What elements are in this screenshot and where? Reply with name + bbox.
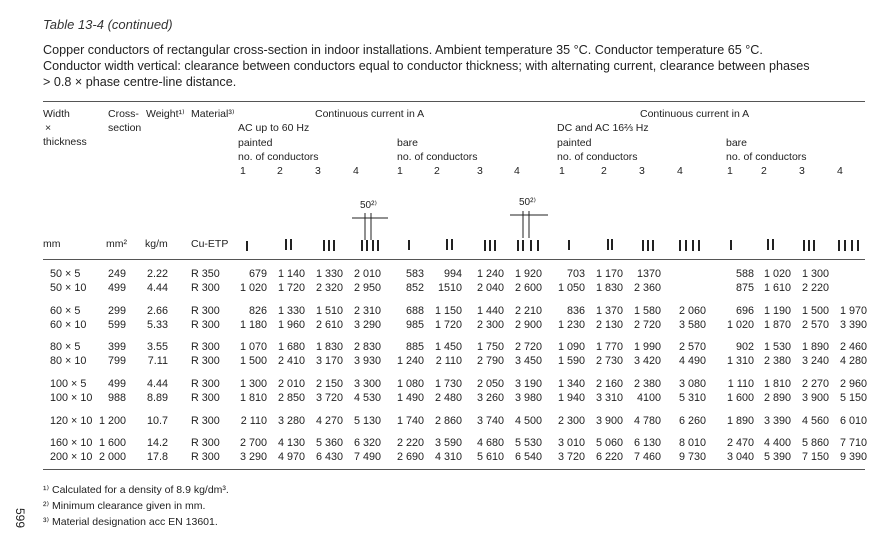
table-cell: 4 130 <box>277 437 305 449</box>
painted-dc-diagrams <box>568 239 700 251</box>
table-cell: 7 460 <box>633 451 661 463</box>
table-cell: 1 500 <box>801 305 829 317</box>
table-cell: 1 810 <box>239 392 267 404</box>
table-cell: 3 390 <box>763 415 791 427</box>
table-cell: 5 150 <box>839 392 867 404</box>
table-cell: R 300 <box>191 341 220 353</box>
table-cell: 988 <box>107 392 126 404</box>
table-cell: 3 720 <box>557 451 585 463</box>
table-cell: 2 010 <box>277 378 305 390</box>
table-cell: 1 190 <box>763 305 791 317</box>
table-cell: R 300 <box>191 392 220 404</box>
table-cell: 1 240 <box>476 268 504 280</box>
row-size-cell: 80 × 10 <box>50 355 87 367</box>
table-cell: 852 <box>405 282 424 294</box>
noc-4: 4 <box>837 165 843 177</box>
row-size-cell: 200 × 10 <box>50 451 93 463</box>
table-cell: 2 570 <box>801 319 829 331</box>
header-noc-2: no. of conductors <box>397 151 478 163</box>
table-cell: 2 110 <box>240 415 267 427</box>
table-cell: 1 770 <box>595 341 623 353</box>
table-cell: 5 390 <box>763 451 791 463</box>
table-cell: 1 960 <box>277 319 305 331</box>
table-cell: 299 <box>107 305 126 317</box>
header-bare-dc: bare <box>726 137 748 149</box>
table-cell: 3 900 <box>595 415 623 427</box>
table-cell: 3.55 <box>146 341 168 353</box>
table-cell: 14.2 <box>146 437 168 449</box>
table-cell: 1 340 <box>557 378 585 390</box>
table-cell: 2 790 <box>476 355 504 367</box>
row-size-cell: 80 × 5 <box>50 341 81 353</box>
table-caption: Table 13-4 (continued) <box>43 17 173 32</box>
header-cc-left: Continuous current in A <box>315 108 425 120</box>
table-cell: 1 080 <box>396 378 424 390</box>
table-cell: 2 900 <box>514 319 542 331</box>
table-cell: 1 150 <box>434 305 462 317</box>
table-cell: 5.33 <box>146 319 168 331</box>
table-cell: 588 <box>735 268 754 280</box>
table-cell: 3 080 <box>678 378 706 390</box>
table-cell: 4 270 <box>315 415 343 427</box>
footnote-2: ²⁾ Minimum clearance given in mm. <box>43 500 206 512</box>
table-cell: 2.22 <box>146 268 168 280</box>
table-cell: 1 230 <box>557 319 585 331</box>
table-cell: 2 160 <box>595 378 623 390</box>
table-cell: 1 300 <box>239 378 267 390</box>
row-size-cell: 100 × 5 <box>50 378 87 390</box>
table-cell: 3 300 <box>353 378 381 390</box>
table-cell: 499 <box>107 378 126 390</box>
table-cell: 1 050 <box>557 282 585 294</box>
row-size-cell: 60 × 5 <box>50 305 81 317</box>
table-cell: 679 <box>248 268 267 280</box>
header-cross: Cross- <box>108 108 139 120</box>
table-cell: R 300 <box>191 319 220 331</box>
table-cell: R 300 <box>191 451 220 463</box>
table-cell: 3 450 <box>514 355 542 367</box>
table-cell: 10.7 <box>146 415 168 427</box>
table-cell: 4 680 <box>476 437 504 449</box>
noc-3: 3 <box>477 165 483 177</box>
table-cell: 2 270 <box>801 378 829 390</box>
table-cell: 1510 <box>437 282 462 294</box>
table-cell: 2 010 <box>353 268 381 280</box>
table-cell: 1 920 <box>514 268 542 280</box>
table-cell: 3 740 <box>476 415 504 427</box>
table-cell: 1 440 <box>476 305 504 317</box>
table-cell: 499 <box>107 282 126 294</box>
table-cell: 2 470 <box>726 437 754 449</box>
table-cell: 9 390 <box>839 451 867 463</box>
table-cell: 1 020 <box>763 268 791 280</box>
table-cell: 6 260 <box>678 415 706 427</box>
table-cell: 2 310 <box>353 305 381 317</box>
table-cell: 2 460 <box>839 341 867 353</box>
table-cell: 2 600 <box>514 282 542 294</box>
header-cc-right: Continuous current in A <box>640 108 750 120</box>
table-cell: 5 610 <box>476 451 504 463</box>
table-cell: 1 180 <box>239 319 267 331</box>
header-noc-4: no. of conductors <box>726 151 807 163</box>
header-noc-1: no. of conductors <box>238 151 319 163</box>
intro-line-1: Copper conductors of rectangular cross-section in indoor installations. Ambient temperature 35 °C. Conductor temperature 65 °C. <box>43 43 763 57</box>
noc-4: 4 <box>677 165 683 177</box>
table-cell: 3 170 <box>315 355 343 367</box>
table-cell: 3 190 <box>514 378 542 390</box>
table-cell: 4100 <box>636 392 661 404</box>
table-cell: 1 170 <box>595 268 623 280</box>
table-cell: 3 980 <box>514 392 542 404</box>
table-cell: 1 110 <box>727 378 754 390</box>
table-cell: 5 130 <box>353 415 381 427</box>
table-cell: 2 040 <box>476 282 504 294</box>
table-cell: 1 940 <box>557 392 585 404</box>
table-cell: 2 000 <box>98 451 126 463</box>
table-cell: 3 010 <box>557 437 585 449</box>
table-cell: 1 530 <box>763 341 791 353</box>
noc-2: 2 <box>277 165 283 177</box>
table-cell: R 350 <box>191 268 220 280</box>
table-cell: 994 <box>443 268 462 280</box>
table-cell: 1 810 <box>763 378 791 390</box>
table-cell: 399 <box>107 341 126 353</box>
table-cell: 1 140 <box>277 268 305 280</box>
table-cell: 4 400 <box>763 437 791 449</box>
table-cell: 2 610 <box>315 319 343 331</box>
table-cell: R 300 <box>191 282 220 294</box>
clearance-label-ac: 50²⁾ <box>360 200 377 211</box>
table-cell: 1 310 <box>726 355 754 367</box>
table-cell: 1 020 <box>239 282 267 294</box>
table-cell: 2 300 <box>476 319 504 331</box>
table-cell: 2 220 <box>396 437 424 449</box>
table-cell: 1 680 <box>277 341 305 353</box>
table-cell: 5 360 <box>315 437 343 449</box>
unit-material: Cu-ETP <box>191 238 229 250</box>
table-cell: 4 490 <box>678 355 706 367</box>
table-cell: 1 890 <box>726 415 754 427</box>
table-cell: 1 730 <box>434 378 462 390</box>
table-cell: 2 860 <box>434 415 462 427</box>
table-cell: 6 010 <box>839 415 867 427</box>
table-cell: 2 130 <box>595 319 623 331</box>
table-cell: 249 <box>107 268 126 280</box>
table-cell: 7.11 <box>147 355 168 367</box>
row-size-cell: 100 × 10 <box>50 392 93 404</box>
table-cell: 2 730 <box>595 355 623 367</box>
table-cell: 5 530 <box>514 437 542 449</box>
table-cell: R 300 <box>191 415 220 427</box>
header-weight: Weight¹⁾ <box>146 108 185 120</box>
table-cell: 1 990 <box>633 341 661 353</box>
table-cell: 3 240 <box>801 355 829 367</box>
row-size-cell: 50 × 5 <box>50 268 81 280</box>
table-cell: 1 830 <box>595 282 623 294</box>
table-cell: 1 490 <box>396 392 424 404</box>
table-cell: 4 780 <box>633 415 661 427</box>
noc-4: 4 <box>353 165 359 177</box>
noc-4: 4 <box>514 165 520 177</box>
table-cell: 6 540 <box>514 451 542 463</box>
table-cell: 1 070 <box>239 341 267 353</box>
bare-dc-diagrams <box>730 239 859 251</box>
row-size-cell: 60 × 10 <box>50 319 87 331</box>
table-cell: 3 590 <box>434 437 462 449</box>
table-cell: 3 290 <box>239 451 267 463</box>
table-cell: 2 830 <box>353 341 381 353</box>
table-cell: 1 740 <box>396 415 424 427</box>
table-cell: 2 220 <box>801 282 829 294</box>
table-cell: 6 430 <box>315 451 343 463</box>
table-cell: 599 <box>107 319 126 331</box>
table-cell: 688 <box>405 305 424 317</box>
table-cell: 885 <box>405 341 424 353</box>
footnote-3: ³⁾ Material designation acc EN 13601. <box>43 516 218 528</box>
table-cell: 583 <box>405 268 424 280</box>
header-dc: DC and AC 16⅔ Hz <box>557 122 649 134</box>
table-cell: 1 450 <box>434 341 462 353</box>
table-header-rule <box>43 259 865 260</box>
table-cell: 1 500 <box>239 355 267 367</box>
table-cell: 6 320 <box>353 437 381 449</box>
table-cell: 1 370 <box>595 305 623 317</box>
noc-1: 1 <box>727 165 733 177</box>
table-cell: 1 600 <box>726 392 754 404</box>
row-size-cell: 50 × 10 <box>50 282 87 294</box>
table-cell: 4 560 <box>801 415 829 427</box>
noc-1: 1 <box>240 165 246 177</box>
table-cell: R 300 <box>191 378 220 390</box>
table-cell: 902 <box>735 341 754 353</box>
table-cell: 7 150 <box>801 451 829 463</box>
table-cell: 2 050 <box>476 378 504 390</box>
table-cell: 2 380 <box>763 355 791 367</box>
table-cell: 1 330 <box>277 305 305 317</box>
table-cell: 4 970 <box>277 451 305 463</box>
table-cell: 7 710 <box>839 437 867 449</box>
table-cell: 875 <box>735 282 754 294</box>
table-cell: 4 530 <box>353 392 381 404</box>
table-cell: 2 960 <box>839 378 867 390</box>
table-cell: 1 510 <box>315 305 343 317</box>
table-cell: 2 380 <box>633 378 661 390</box>
header-noc-3: no. of conductors <box>557 151 638 163</box>
table-cell: 1 330 <box>315 268 343 280</box>
table-cell: 3 420 <box>633 355 661 367</box>
table-cell: 2 110 <box>435 355 462 367</box>
table-cell: 826 <box>248 305 267 317</box>
table-cell: 1 580 <box>633 305 661 317</box>
table-cell: 1 970 <box>839 305 867 317</box>
table-cell: 8.89 <box>146 392 168 404</box>
header-bare-ac: bare <box>397 137 419 149</box>
table-cell: 2 720 <box>514 341 542 353</box>
table-cell: 1 890 <box>801 341 829 353</box>
table-cell: 1 720 <box>277 282 305 294</box>
table-cell: 2 150 <box>315 378 343 390</box>
header-thickness: thickness <box>43 136 87 148</box>
header-painted-ac: painted <box>238 137 273 149</box>
table-cell: 5 860 <box>801 437 829 449</box>
table-cell: 799 <box>107 355 126 367</box>
unit-mm2: mm² <box>106 238 127 250</box>
header-ac: AC up to 60 Hz <box>238 122 310 134</box>
table-cell: 3 290 <box>353 319 381 331</box>
table-cell: 1 090 <box>557 341 585 353</box>
table-bottom-rule <box>43 469 865 470</box>
table-cell: 836 <box>566 305 585 317</box>
noc-1: 1 <box>559 165 565 177</box>
table-cell: 5 310 <box>678 392 706 404</box>
table-cell: 3 720 <box>315 392 343 404</box>
table-cell: 1 750 <box>476 341 504 353</box>
noc-3: 3 <box>639 165 645 177</box>
bare-ac-diagrams <box>408 239 539 251</box>
noc-1: 1 <box>397 165 403 177</box>
table-cell: 3 900 <box>801 392 829 404</box>
table-cell: 3 040 <box>726 451 754 463</box>
header-width: Width <box>43 108 70 120</box>
table-cell: 2 360 <box>633 282 661 294</box>
table-cell: 3 280 <box>277 415 305 427</box>
table-cell: 1 200 <box>98 415 126 427</box>
clearance-dimension-marks <box>352 211 548 240</box>
painted-ac-diagrams <box>246 239 379 251</box>
intro-line-2: Conductor width vertical: clearance between conductors equal to conductor thickness; with alternating current, clearance between phases <box>43 59 810 73</box>
table-cell: 6 220 <box>595 451 623 463</box>
table-cell: 7 490 <box>353 451 381 463</box>
table-cell: 4 310 <box>434 451 462 463</box>
table-cell: 2 700 <box>239 437 267 449</box>
table-cell: 1 720 <box>434 319 462 331</box>
table-cell: 2 890 <box>763 392 791 404</box>
table-cell: 2 480 <box>434 392 462 404</box>
table-cell: 9 730 <box>678 451 706 463</box>
table-cell: 2 060 <box>678 305 706 317</box>
table-cell: 1 610 <box>763 282 791 294</box>
page-number: 599 <box>13 508 27 529</box>
table-cell: 2.66 <box>146 305 168 317</box>
noc-2: 2 <box>434 165 440 177</box>
noc-3: 3 <box>799 165 805 177</box>
header-material: Material³⁾ <box>191 108 235 120</box>
table-cell: 8 010 <box>678 437 706 449</box>
table-cell: 2 950 <box>353 282 381 294</box>
unit-mm: mm <box>43 238 61 250</box>
painted-1-conductor-icon <box>246 241 248 251</box>
clearance-label-dc: 50²⁾ <box>519 197 536 208</box>
table-cell: 2 210 <box>514 305 542 317</box>
table-cell: 1 870 <box>763 319 791 331</box>
noc-3: 3 <box>315 165 321 177</box>
table-cell: 1370 <box>636 268 661 280</box>
table-cell: 4 500 <box>514 415 542 427</box>
table-cell: 3 390 <box>839 319 867 331</box>
table-cell: 5 060 <box>595 437 623 449</box>
table-cell: 2 300 <box>557 415 585 427</box>
table-cell: 1 600 <box>98 437 126 449</box>
header-times: × <box>45 122 52 134</box>
table-cell: 1 020 <box>726 319 754 331</box>
noc-2: 2 <box>761 165 767 177</box>
noc-2: 2 <box>601 165 607 177</box>
table-cell: 2 410 <box>277 355 305 367</box>
table-cell: 6 130 <box>633 437 661 449</box>
table-cell: 17.8 <box>146 451 168 463</box>
table-cell: 696 <box>735 305 754 317</box>
row-size-cell: 160 × 10 <box>50 437 93 449</box>
table-cell: 1 590 <box>557 355 585 367</box>
table-cell: R 300 <box>191 355 220 367</box>
unit-kgm: kg/m <box>145 238 168 250</box>
row-size-cell: 120 × 10 <box>50 415 93 427</box>
header-painted-dc: painted <box>557 137 592 149</box>
footnote-1: ¹⁾ Calculated for a density of 8.9 kg/dm³. <box>43 484 229 496</box>
table-cell: 4 280 <box>839 355 867 367</box>
table-cell: 2 690 <box>396 451 424 463</box>
table-cell: 1 240 <box>396 355 424 367</box>
table-cell: 2 720 <box>633 319 661 331</box>
table-cell: 2 570 <box>678 341 706 353</box>
table-cell: R 300 <box>191 437 220 449</box>
table-cell: 2 850 <box>277 392 305 404</box>
table-cell: 3 260 <box>476 392 504 404</box>
table-cell: 2 320 <box>315 282 343 294</box>
intro-line-3: > 0.8 × phase centre-line distance. <box>43 75 237 89</box>
table-cell: 3 310 <box>595 392 623 404</box>
table-cell: 985 <box>405 319 424 331</box>
table-cell: 1 830 <box>315 341 343 353</box>
table-cell: 4.44 <box>146 378 168 390</box>
table-cell: R 300 <box>191 305 220 317</box>
table-cell: 1 300 <box>801 268 829 280</box>
table-cell: 703 <box>566 268 585 280</box>
header-section: section <box>108 122 142 134</box>
table-cell: 3 930 <box>353 355 381 367</box>
table-cell: 3 580 <box>678 319 706 331</box>
table-cell: 4.44 <box>146 282 168 294</box>
